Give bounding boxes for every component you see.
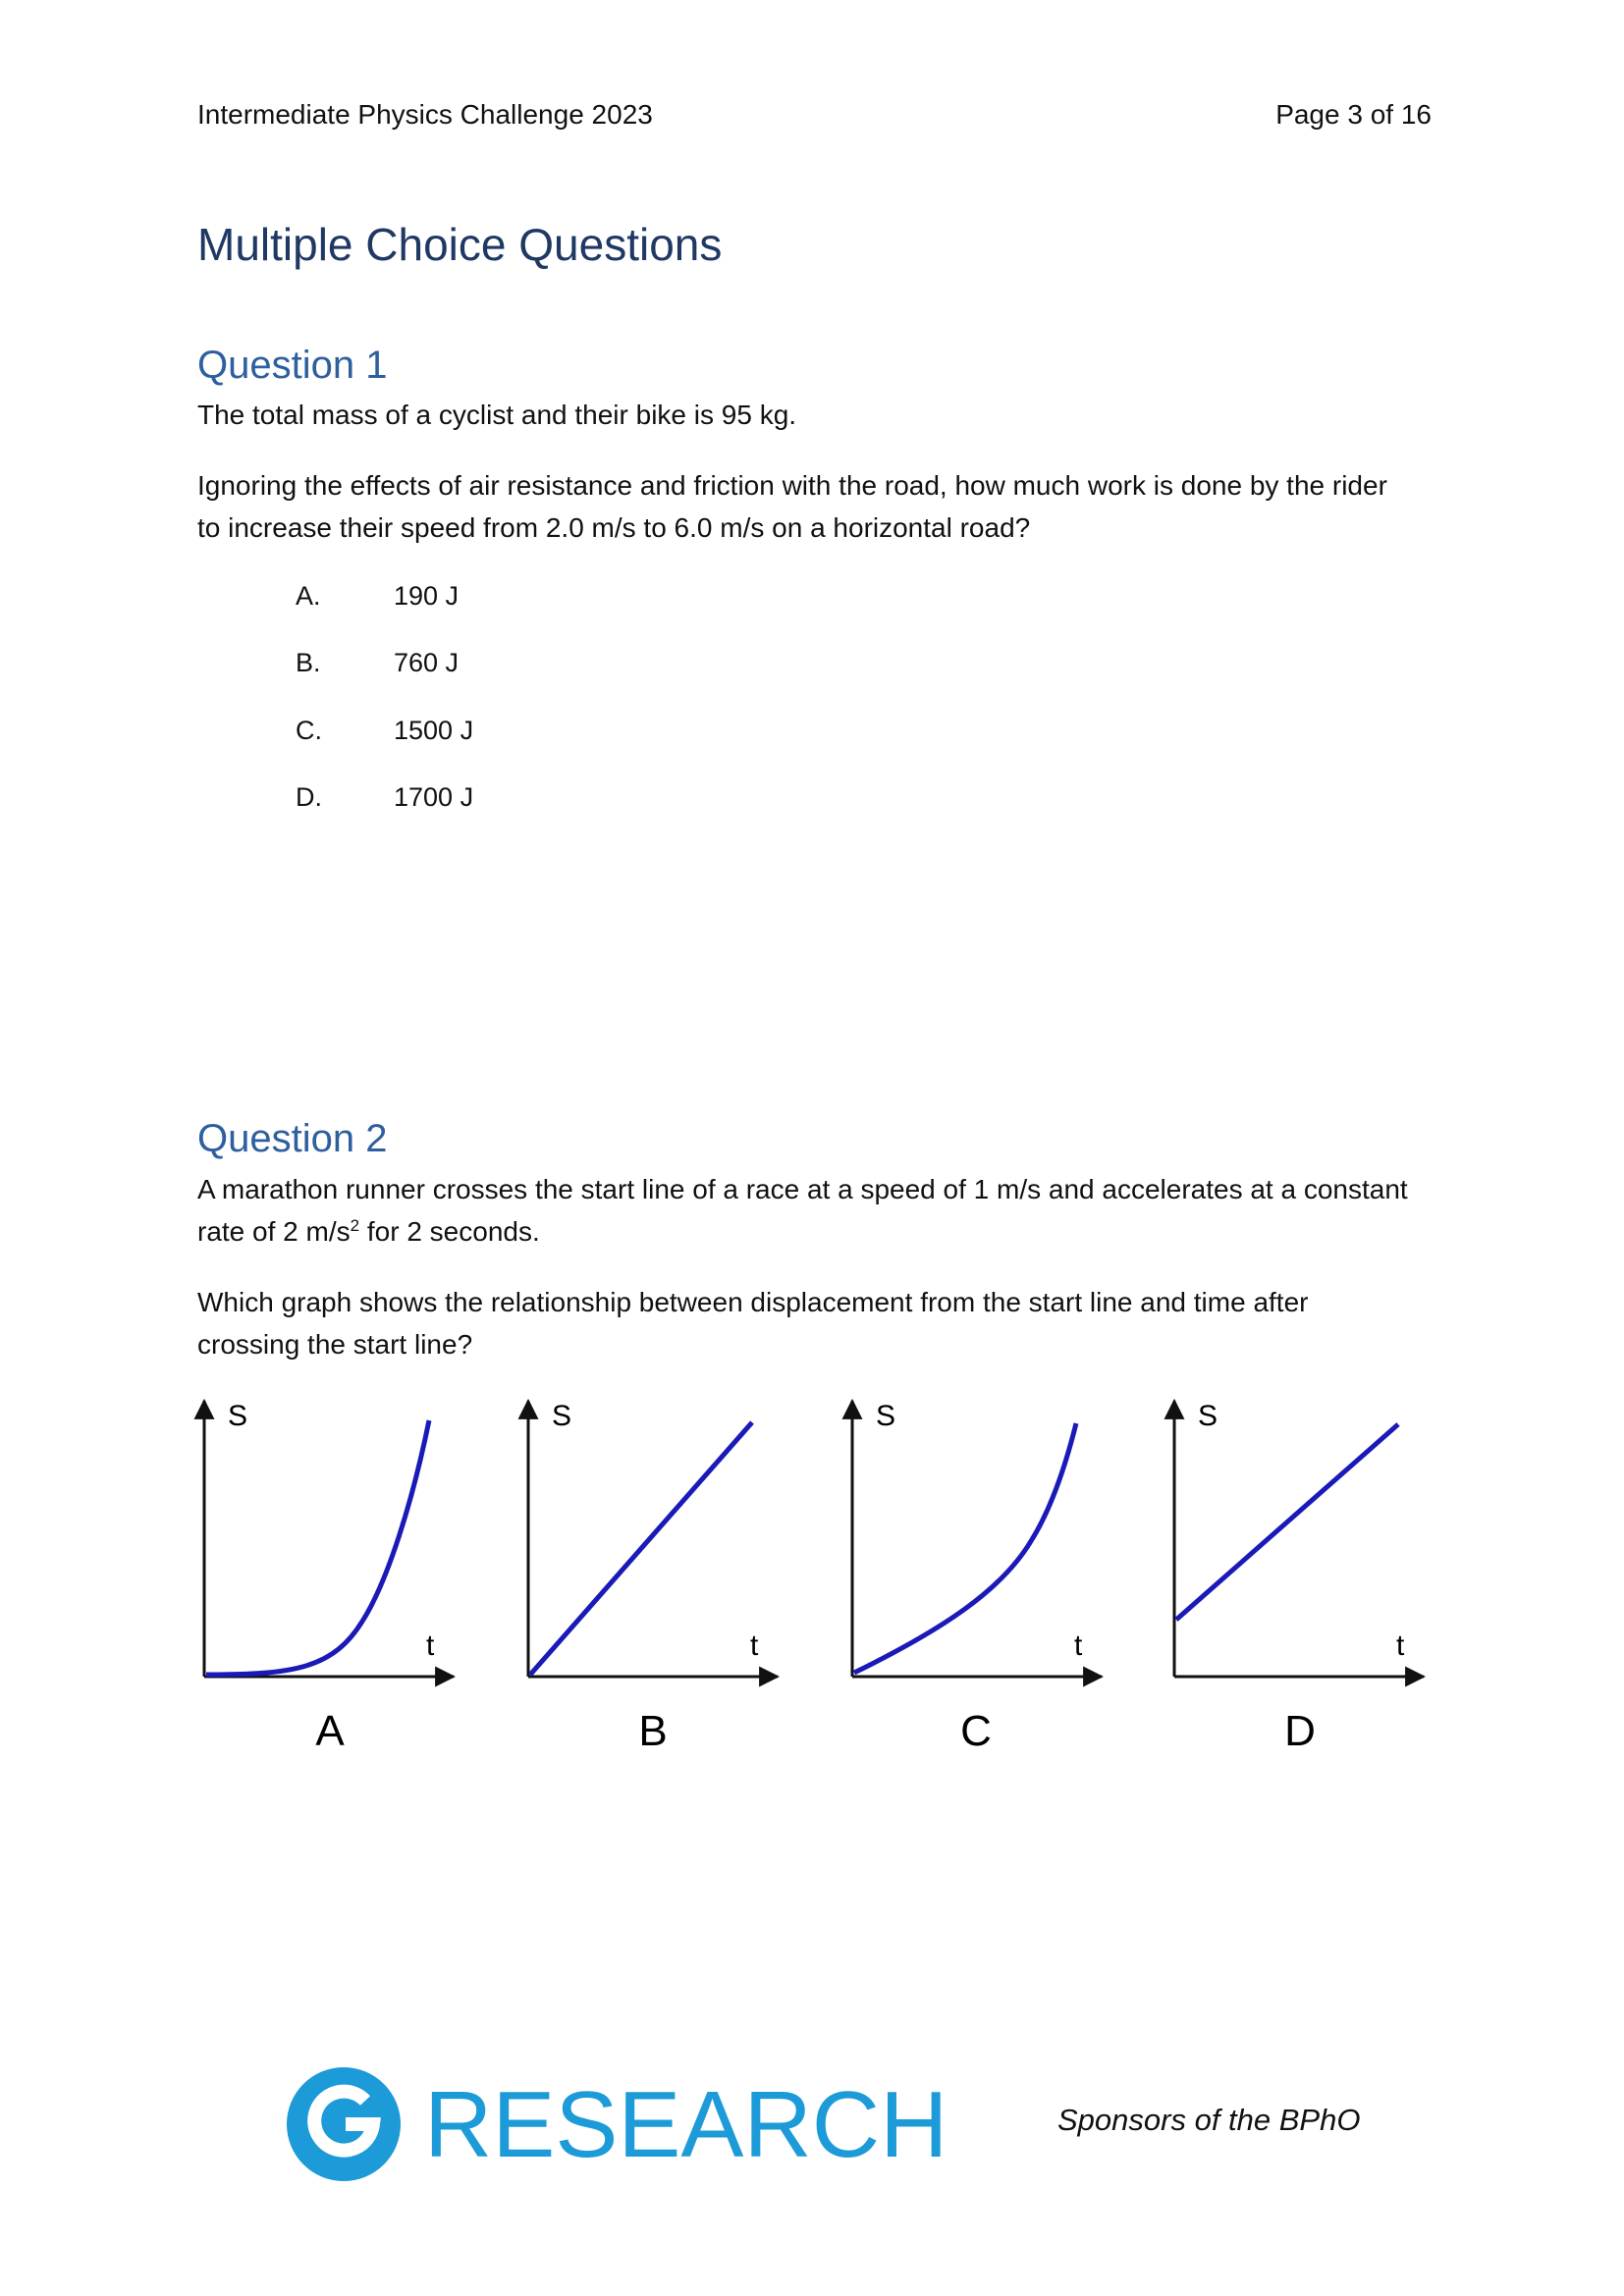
graph-c	[852, 1400, 1102, 1755]
graph-b-label: B	[638, 1707, 668, 1755]
section-title: Multiple Choice Questions	[197, 219, 723, 270]
g-research-logo	[287, 2067, 947, 2181]
graph-a-label: A	[315, 1707, 345, 1755]
question-2-prompt-line-1: Which graph shows the relationship between displacement from the start line and time after	[197, 1287, 1309, 1317]
graph-c-curve	[854, 1423, 1076, 1673]
question-2-heading: Question 2	[197, 1117, 388, 1160]
graph-d-y-label: S	[1198, 1400, 1218, 1432]
question-2-text-part: rate of 2 m/s	[197, 1216, 351, 1247]
graph-a-y-label: S	[228, 1400, 248, 1432]
option-b-letter: B.	[296, 648, 321, 677]
graph-d	[1174, 1400, 1424, 1755]
graph-d-label: D	[1284, 1707, 1316, 1755]
question-2-text-part: for 2 seconds.	[359, 1216, 540, 1247]
question-1-prompt-line-2: to increase their speed from 2.0 m/s to 6.0 m/s on a horizontal road?	[197, 512, 1031, 543]
option-a-value: 190 J	[394, 581, 460, 611]
g-logo-icon	[287, 2067, 401, 2181]
graph-b-x-label: t	[750, 1629, 759, 1662]
superscript-2: 2	[350, 1216, 360, 1235]
option-a-letter: A.	[296, 581, 321, 611]
graph-b-y-label: S	[552, 1400, 572, 1432]
logo-text: RESEARCH	[424, 2072, 948, 2177]
graph-a-x-label: t	[426, 1629, 435, 1662]
option-c-value: 1500 J	[394, 716, 474, 745]
option-d-letter: D.	[296, 782, 322, 812]
option-d-value: 1700 J	[394, 782, 474, 812]
option-c-letter: C.	[296, 716, 322, 745]
header-title: Intermediate Physics Challenge 2023	[197, 99, 653, 130]
graph-b-line	[530, 1422, 752, 1675]
graph-a	[204, 1400, 454, 1755]
question-2-prompt-line-2: crossing the start line?	[197, 1329, 473, 1360]
graph-d-line	[1176, 1424, 1398, 1620]
graph-c-x-label: t	[1074, 1629, 1083, 1662]
option-b-value: 760 J	[394, 648, 460, 677]
question-2-text-line-1: A marathon runner crosses the start line of a race at a speed of 1 m/s and accelerates at a constant	[197, 1174, 1408, 1204]
question-1-text: The total mass of a cyclist and their bike is 95 kg.	[197, 400, 797, 430]
graph-d-x-label: t	[1396, 1629, 1405, 1662]
graph-a-curve	[206, 1420, 429, 1675]
question-1-heading: Question 1	[197, 344, 388, 387]
graph-c-y-label: S	[876, 1400, 896, 1432]
question-1-prompt-line-1: Ignoring the effects of air resistance and friction with the road, how much work is done by the rider	[197, 470, 1387, 501]
graph-b	[528, 1400, 778, 1755]
sponsor-text: Sponsors of the BPhO	[1057, 2103, 1361, 2137]
graph-c-label: C	[960, 1707, 992, 1755]
page-number: Page 3 of 16	[1275, 99, 1432, 130]
